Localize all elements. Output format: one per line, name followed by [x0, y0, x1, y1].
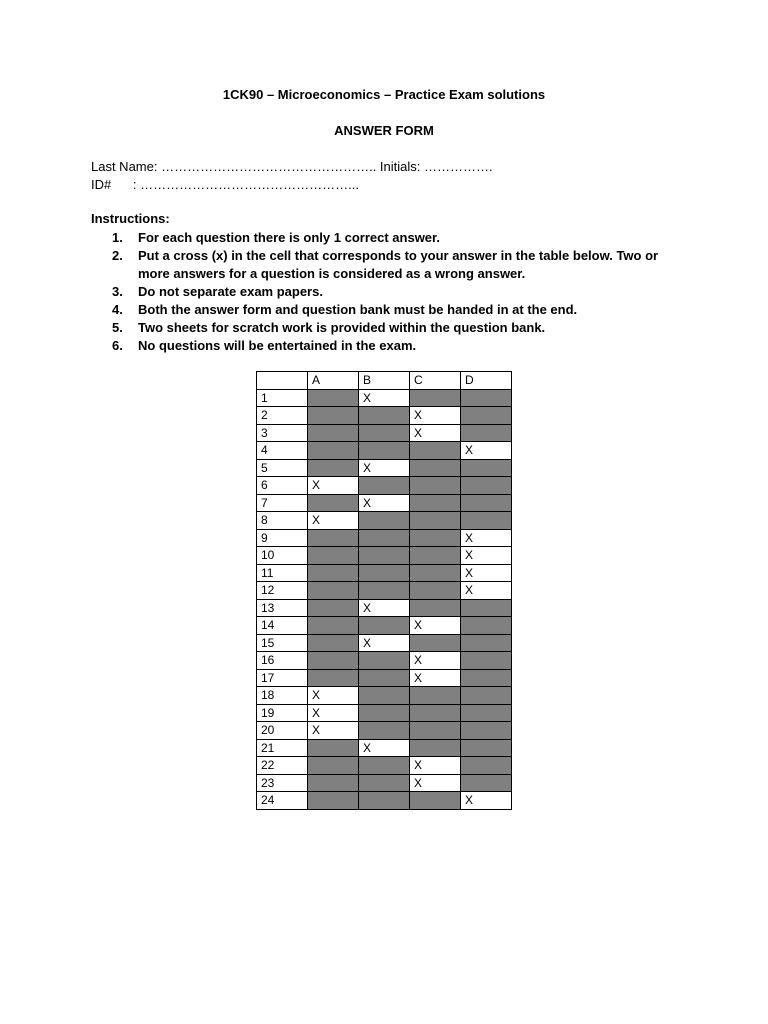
table-row	[257, 792, 512, 810]
question-number-cell: 21	[257, 739, 308, 757]
table-row	[257, 494, 512, 512]
answer-cell-b	[359, 669, 410, 687]
answer-cell-a	[308, 582, 359, 600]
question-number-cell: 10	[257, 547, 308, 565]
answer-cell-a: X	[308, 687, 359, 705]
table-row	[257, 512, 512, 530]
table-row	[257, 704, 512, 722]
answer-cell-c	[410, 494, 461, 512]
column-header-b: B	[359, 372, 410, 390]
instructions-list	[112, 229, 692, 355]
answer-cell-c	[410, 739, 461, 757]
table-row	[257, 687, 512, 705]
instruction-number: 6.	[112, 338, 123, 353]
answer-table	[256, 371, 512, 810]
answer-cell-a	[308, 407, 359, 425]
answer-cell-c: X	[410, 757, 461, 775]
answer-cell-a: X	[308, 722, 359, 740]
answer-cell-a	[308, 652, 359, 670]
document-title: 1CK90 – Microeconomics – Practice Exam solutions	[222, 87, 546, 102]
table-row	[257, 547, 512, 565]
instruction-number: 3.	[112, 284, 123, 299]
answer-cell-b	[359, 424, 410, 442]
table-row	[257, 582, 512, 600]
question-number-cell: 2	[257, 407, 308, 425]
answer-cell-c: X	[410, 407, 461, 425]
answer-cell-c	[410, 529, 461, 547]
id-field: ID# : …………………………………………...	[91, 177, 359, 192]
answer-cell-b: X	[359, 389, 410, 407]
answer-cell-a: X	[308, 704, 359, 722]
answer-cell-d	[461, 459, 512, 477]
table-row	[257, 564, 512, 582]
answer-cell-d: X	[461, 582, 512, 600]
table-row	[257, 652, 512, 670]
instructions-heading: Instructions:	[91, 211, 170, 226]
answer-cell-d	[461, 407, 512, 425]
instruction-item	[112, 229, 692, 247]
answer-cell-a: X	[308, 477, 359, 495]
answer-cell-d: X	[461, 792, 512, 810]
answer-cell-a	[308, 547, 359, 565]
table-row	[257, 774, 512, 792]
answer-cell-b	[359, 652, 410, 670]
table-row	[257, 459, 512, 477]
answer-cell-b	[359, 774, 410, 792]
answer-cell-c: X	[410, 617, 461, 635]
instruction-item	[112, 319, 692, 337]
instruction-text: Both the answer form and question bank must be handed in at the end.	[138, 302, 578, 317]
answer-cell-a	[308, 792, 359, 810]
answer-cell-c: X	[410, 669, 461, 687]
question-number-cell: 13	[257, 599, 308, 617]
answer-cell-b: X	[359, 599, 410, 617]
answer-cell-d: X	[461, 529, 512, 547]
question-number-cell: 8	[257, 512, 308, 530]
answer-cell-c: X	[410, 424, 461, 442]
answer-cell-a: X	[308, 512, 359, 530]
answer-cell-c	[410, 442, 461, 460]
answer-cell-c	[410, 564, 461, 582]
table-row	[257, 407, 512, 425]
answer-cell-d	[461, 599, 512, 617]
answer-cell-d	[461, 757, 512, 775]
answer-cell-b	[359, 757, 410, 775]
answer-cell-c: X	[410, 774, 461, 792]
answer-cell-c	[410, 459, 461, 477]
answer-cell-d	[461, 477, 512, 495]
answer-cell-a	[308, 424, 359, 442]
answer-cell-c	[410, 722, 461, 740]
answer-cell-b: X	[359, 739, 410, 757]
answer-cell-b	[359, 547, 410, 565]
table-row	[257, 389, 512, 407]
answer-cell-b	[359, 792, 410, 810]
answer-cell-b: X	[359, 634, 410, 652]
question-number-cell: 12	[257, 582, 308, 600]
instruction-number: 4.	[112, 302, 123, 317]
answer-cell-d	[461, 389, 512, 407]
instruction-number: 1.	[112, 230, 123, 245]
answer-cell-d	[461, 722, 512, 740]
answer-cell-a	[308, 669, 359, 687]
answer-cell-a	[308, 599, 359, 617]
answer-cell-a	[308, 389, 359, 407]
question-number-cell: 7	[257, 494, 308, 512]
question-number-cell: 11	[257, 564, 308, 582]
question-number-cell: 5	[257, 459, 308, 477]
question-number-cell: 9	[257, 529, 308, 547]
instruction-item	[112, 247, 692, 283]
answer-cell-a	[308, 442, 359, 460]
answer-cell-d	[461, 739, 512, 757]
answer-cell-b	[359, 407, 410, 425]
table-row	[257, 739, 512, 757]
answer-cell-a	[308, 634, 359, 652]
answer-cell-d	[461, 512, 512, 530]
question-number-cell: 1	[257, 389, 308, 407]
answer-cell-d	[461, 669, 512, 687]
answer-cell-c	[410, 389, 461, 407]
header-corner-cell	[257, 372, 308, 390]
answer-cell-d	[461, 704, 512, 722]
answer-cell-b	[359, 529, 410, 547]
question-number-cell: 3	[257, 424, 308, 442]
answer-cell-d	[461, 687, 512, 705]
table-row	[257, 634, 512, 652]
table-row	[257, 617, 512, 635]
table-row	[257, 424, 512, 442]
answer-cell-b: X	[359, 459, 410, 477]
answer-cell-d	[461, 774, 512, 792]
answer-cell-d	[461, 617, 512, 635]
question-number-cell: 18	[257, 687, 308, 705]
instruction-item	[112, 301, 692, 319]
answer-cell-a	[308, 564, 359, 582]
instruction-text: For each question there is only 1 correct answer.	[138, 230, 440, 245]
answer-cell-d	[461, 634, 512, 652]
answer-cell-d: X	[461, 564, 512, 582]
answer-cell-b	[359, 687, 410, 705]
instruction-text: No questions will be entertained in the exam.	[138, 338, 417, 353]
answer-cell-d	[461, 424, 512, 442]
answer-cell-c	[410, 687, 461, 705]
instruction-text: Put a cross (x) in the cell that corresponds to your answer in the table below. Two or more answers for a question is considered as a wrong answer.	[138, 248, 659, 281]
answer-cell-d: X	[461, 442, 512, 460]
answer-cell-c	[410, 547, 461, 565]
instruction-item	[112, 337, 692, 355]
answer-cell-c	[410, 599, 461, 617]
answer-cell-c: X	[410, 652, 461, 670]
question-number-cell: 17	[257, 669, 308, 687]
instruction-text: Two sheets for scratch work is provided within the question bank.	[138, 320, 546, 335]
instruction-text: Do not separate exam papers.	[138, 284, 323, 299]
answer-cell-b	[359, 442, 410, 460]
answer-cell-d	[461, 494, 512, 512]
answer-cell-b: X	[359, 494, 410, 512]
table-row	[257, 442, 512, 460]
last-name-field: Last Name: ………………………………………….. Initials: …………….	[91, 159, 493, 174]
answer-cell-a	[308, 774, 359, 792]
column-header-c: C	[410, 372, 461, 390]
answer-cell-c	[410, 582, 461, 600]
answer-cell-b	[359, 477, 410, 495]
instruction-item	[112, 283, 692, 301]
answer-cell-b	[359, 704, 410, 722]
answer-cell-a	[308, 757, 359, 775]
question-number-cell: 24	[257, 792, 308, 810]
table-row	[257, 599, 512, 617]
column-header-d: D	[461, 372, 512, 390]
question-number-cell: 15	[257, 634, 308, 652]
table-row	[257, 669, 512, 687]
question-number-cell: 14	[257, 617, 308, 635]
answer-cell-c	[410, 477, 461, 495]
answer-cell-d	[461, 652, 512, 670]
answer-cell-c	[410, 634, 461, 652]
answer-cell-a	[308, 494, 359, 512]
question-number-cell: 4	[257, 442, 308, 460]
answer-cell-b	[359, 617, 410, 635]
answer-cell-b	[359, 512, 410, 530]
table-row	[257, 722, 512, 740]
table-row	[257, 757, 512, 775]
question-number-cell: 23	[257, 774, 308, 792]
question-number-cell: 6	[257, 477, 308, 495]
answer-cell-c	[410, 704, 461, 722]
answer-cell-b	[359, 564, 410, 582]
answer-table-header	[257, 372, 512, 390]
answer-cell-b	[359, 582, 410, 600]
question-number-cell: 16	[257, 652, 308, 670]
instruction-number: 5.	[112, 320, 123, 335]
question-number-cell: 19	[257, 704, 308, 722]
answer-cell-d: X	[461, 547, 512, 565]
table-row	[257, 477, 512, 495]
answer-cell-b	[359, 722, 410, 740]
answer-cell-a	[308, 617, 359, 635]
column-header-a: A	[308, 372, 359, 390]
instruction-number: 2.	[112, 248, 123, 263]
table-row	[257, 529, 512, 547]
answer-cell-c	[410, 512, 461, 530]
answer-cell-a	[308, 739, 359, 757]
answer-cell-a	[308, 459, 359, 477]
form-title: ANSWER FORM	[334, 123, 434, 138]
answer-cell-a	[308, 529, 359, 547]
answer-cell-c	[410, 792, 461, 810]
question-number-cell: 20	[257, 722, 308, 740]
question-number-cell: 22	[257, 757, 308, 775]
